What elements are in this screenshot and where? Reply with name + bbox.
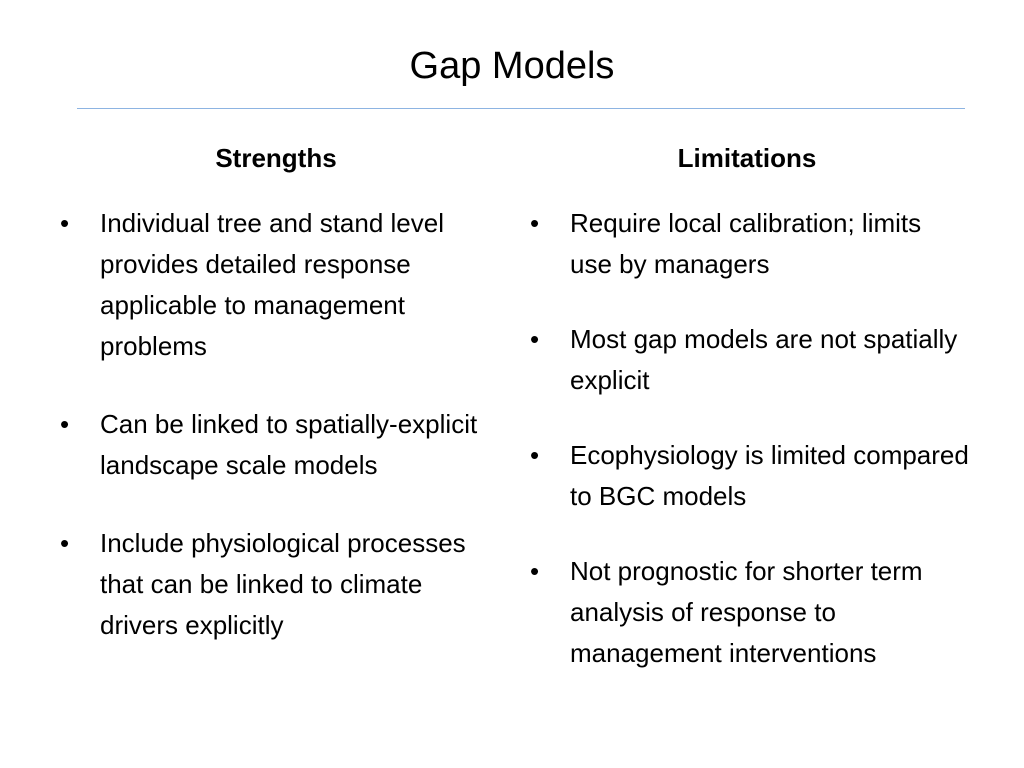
bullet-icon: • bbox=[530, 324, 540, 354]
strength-item-text: Individual tree and stand level provides detailed response applicable to management problems bbox=[100, 208, 445, 361]
strength-item-3 bbox=[60, 523, 506, 646]
bullet-icon: • bbox=[60, 528, 70, 558]
strength-item-1 bbox=[60, 203, 506, 367]
bullet-icon: • bbox=[530, 556, 540, 586]
bullet-icon: • bbox=[60, 208, 70, 238]
strengths-heading: Strengths bbox=[215, 143, 337, 173]
limitation-item-text: Most gap models are not spatially explicit bbox=[570, 324, 958, 395]
strength-item-text: Can be linked to spatially-explicit landscape scale models bbox=[100, 409, 478, 480]
slide-title: Gap Models bbox=[409, 45, 615, 87]
strength-item-2 bbox=[60, 404, 506, 486]
limitation-item-2 bbox=[530, 319, 970, 401]
strengths-list bbox=[60, 203, 506, 683]
limitation-item-text: Not prognostic for shorter term analysis of response to management interventions bbox=[570, 556, 923, 668]
limitation-item-1 bbox=[530, 203, 970, 285]
limitation-item-text: Ecophysiology is limited compared to BGC models bbox=[570, 440, 969, 511]
limitation-item-4 bbox=[530, 551, 970, 674]
bullet-icon: • bbox=[530, 208, 540, 238]
limitation-item-3 bbox=[530, 435, 970, 517]
title-divider bbox=[77, 108, 965, 109]
limitations-list bbox=[530, 203, 970, 708]
bullet-icon: • bbox=[60, 409, 70, 439]
limitations-heading: Limitations bbox=[677, 143, 817, 173]
bullet-icon: • bbox=[530, 440, 540, 470]
strength-item-text: Include physiological processes that can be linked to climate drivers explicitly bbox=[100, 528, 466, 640]
limitation-item-text: Require local calibration; limits use by managers bbox=[570, 208, 922, 279]
